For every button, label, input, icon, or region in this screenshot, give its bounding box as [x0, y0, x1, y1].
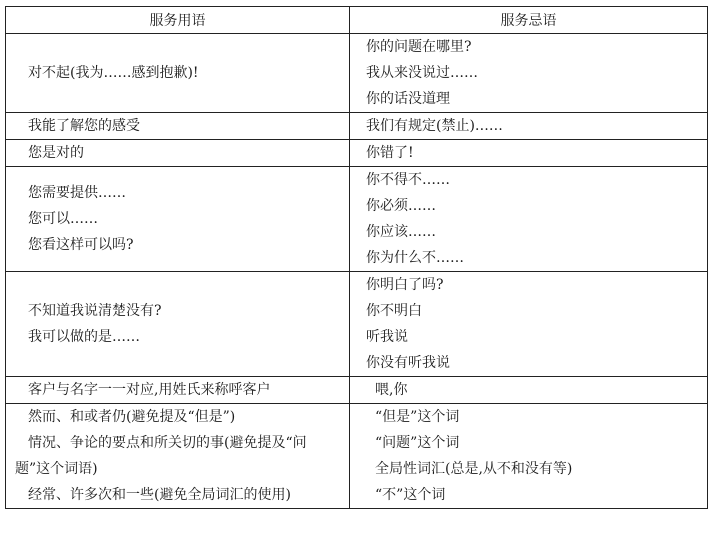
table-row: [6, 140, 708, 167]
table-row: [6, 113, 708, 140]
table-row: [6, 404, 708, 509]
taboo-phrase: 你明白了吗?: [366, 277, 444, 293]
recommended-phrase: 您可以……: [28, 211, 98, 227]
taboo-phrase-cell: [350, 167, 708, 272]
recommended-phrase-continued: 题”这个词语): [15, 461, 98, 477]
recommended-phrase-cell: [6, 113, 350, 140]
taboo-phrase: 你应该……: [366, 224, 436, 240]
recommended-phrase-cell: [6, 404, 350, 509]
taboo-phrase: 听我说: [366, 329, 408, 345]
table-row: [6, 34, 708, 113]
taboo-phrase-cell: [350, 113, 708, 140]
header-service-taboos: 服务忌语: [350, 7, 708, 34]
recommended-phrase: 您看这样可以吗?: [28, 237, 134, 253]
taboo-phrase: “不”这个词: [375, 487, 446, 503]
taboo-phrase: 你必须……: [366, 198, 436, 214]
service-language-table: [5, 6, 708, 509]
recommended-phrase-cell: [6, 140, 350, 167]
recommended-phrase: 您是对的: [28, 145, 84, 161]
taboo-phrase: 你错了!: [366, 145, 414, 161]
taboo-phrase-cell: [350, 140, 708, 167]
taboo-phrase-cell: [350, 377, 708, 404]
recommended-phrase: 经常、许多次和一些(避免全局词汇的使用): [28, 487, 291, 503]
recommended-phrase: 我可以做的是……: [28, 329, 140, 345]
recommended-phrase: 然而、和或者仍(避免提及“但是”): [28, 409, 236, 425]
taboo-phrase: 你不明白: [366, 303, 422, 319]
taboo-phrase: “但是”这个词: [375, 409, 460, 425]
header-service-phrases: 服务用语: [6, 7, 350, 34]
taboo-phrase: 我们有规定(禁止)……: [366, 118, 503, 134]
recommended-phrase-cell: [6, 34, 350, 113]
taboo-phrase: 你没有听我说: [366, 355, 450, 371]
taboo-phrase: 你的话没道理: [366, 91, 450, 107]
table-header-row: [6, 7, 708, 34]
recommended-phrase: 情况、争论的要点和所关切的事(避免提及“问: [28, 435, 307, 451]
taboo-phrase: 我从来没说过……: [366, 65, 478, 81]
taboo-phrase-cell: [350, 272, 708, 377]
recommended-phrase: 客户与名字一一对应,用姓氏来称呼客户: [28, 382, 271, 398]
recommended-phrase-cell: [6, 167, 350, 272]
table-row: [6, 377, 708, 404]
taboo-phrase: “问题”这个词: [375, 435, 460, 451]
recommended-phrase-cell: [6, 272, 350, 377]
taboo-phrase-cell: [350, 404, 708, 509]
taboo-phrase: 你不得不……: [366, 172, 450, 188]
taboo-phrase-cell: [350, 34, 708, 113]
recommended-phrase: 您需要提供……: [28, 185, 126, 201]
taboo-phrase: 喂,你: [375, 382, 408, 398]
table-row: [6, 167, 708, 272]
recommended-phrase: 对不起(我为……感到抱歉)!: [28, 65, 199, 81]
taboo-phrase: 你的问题在哪里?: [366, 39, 472, 55]
recommended-phrase: 不知道我说清楚没有?: [28, 303, 162, 319]
table-row: [6, 272, 708, 377]
taboo-phrase: 全局性词汇(总是,从不和没有等): [375, 461, 573, 477]
taboo-phrase: 你为什么不……: [366, 250, 464, 266]
recommended-phrase-cell: [6, 377, 350, 404]
recommended-phrase: 我能了解您的感受: [28, 118, 140, 134]
